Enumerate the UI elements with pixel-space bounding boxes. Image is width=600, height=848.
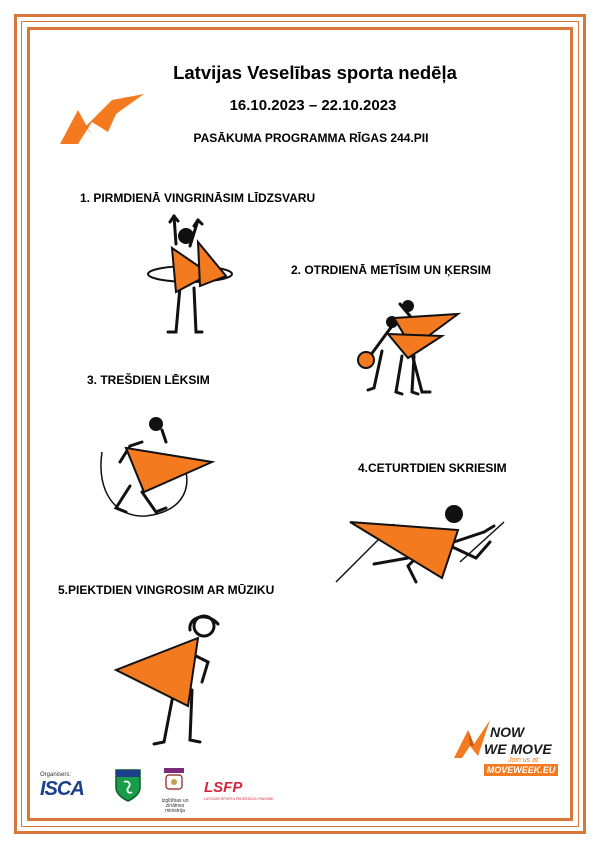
day-4-label: 4.CETURTDIEN SKRIESIM [358,461,507,475]
we-move-text: WE MOVE [484,741,552,757]
lsfp-subtitle: LATVIJAS SPORTA FEDERĀCIJU PADOME [204,797,274,801]
join-text: Join us at: [508,757,540,764]
program-subtitle: PASĀKUMA PROGRAMMA RĪGAS 244.PII [193,131,429,145]
isca-logo: ISCA [40,778,84,800]
music-exercise-figure-icon [112,610,237,748]
date-range: 16.10.2023 – 22.10.2023 [229,97,397,114]
throwing-figures-icon [352,296,462,401]
page-title: Latvijas Veselības sporta nedēļa [173,62,457,83]
day-3-label: 3. TREŠDIEN LĒKSIM [87,373,210,387]
moveweek-site: MOVEWEEK.EU [484,764,558,776]
organisers-label: Organisers: [40,772,72,778]
lsfp-shield-icon [114,768,142,802]
lsfp-logo: LSFP [204,779,243,796]
day-1-label: 1. PIRMDIENĀ VINGRINĀSIM LĪDZSVARU [80,191,316,205]
day-2-label: 2. OTRDIENĀ METĪSIM UN ĶERSIM [291,263,492,277]
ministry-text: Izglītības un zinātnes ministrija [161,798,189,814]
ministry-emblem-icon [160,768,188,798]
running-figure-icon [334,502,506,600]
day-5-label: 5.PIEKTDIEN VINGROSIM AR MŪZIKU [58,583,275,597]
jumping-figure-icon [96,412,216,522]
balance-figure-icon [140,212,240,337]
now-text: NOW [490,724,525,740]
